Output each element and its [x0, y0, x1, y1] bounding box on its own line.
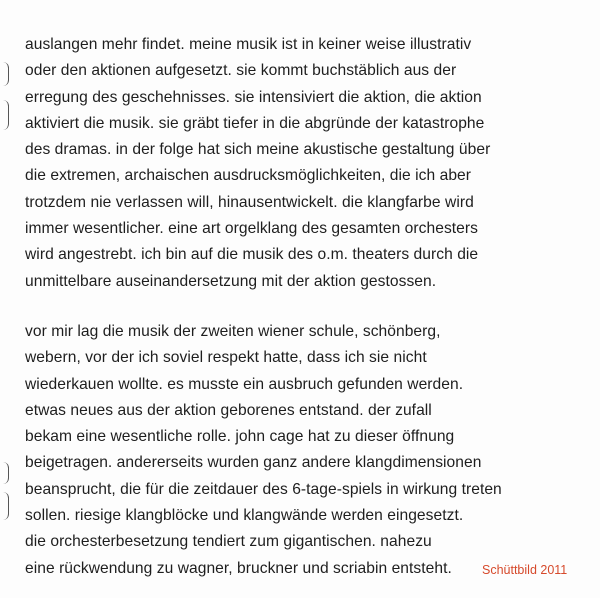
paragraph-1	[25, 32, 490, 295]
text-line: erregung des geschehnisses. sie intensiviert die aktion, die aktion	[25, 88, 482, 106]
paragraph-2	[25, 319, 502, 582]
text-line: eine rückwendung zu wagner, bruckner und scriabin entsteht.	[25, 559, 452, 577]
text-line: des dramas. in der folge hat sich meine akustische gestaltung über	[25, 141, 491, 159]
text-line: die extremen, archaischen ausdrucksmöglichkeiten, die ich aber	[25, 167, 472, 185]
text-line: wird angestrebt. ich bin auf die musik des o.m. theaters durch die	[25, 246, 479, 264]
image-caption: Schüttbild 2011	[482, 563, 568, 577]
binding-mark	[0, 492, 9, 520]
binding-mark	[0, 100, 9, 130]
text-line: oder den aktionen aufgesetzt. sie kommt buchstäblich aus der	[25, 62, 457, 80]
text-line: bekam eine wesentliche rolle. john cage hat zu dieser öffnung	[25, 428, 455, 446]
text-line: auslangen mehr findet. meine musik ist in keiner weise illustrativ	[25, 36, 472, 53]
binding-mark	[0, 462, 9, 484]
text-line: vor mir lag die musik der zweiten wiener schule, schönberg,	[25, 323, 441, 340]
text-line: aktiviert die musik. sie gräbt tiefer in die abgründe der katastrophe	[25, 114, 485, 132]
text-line: sollen. riesige klangblöcke und klangwände werden eingesetzt.	[25, 507, 464, 525]
text-line: wiederkauen wollte. es musste ein ausbruch gefunden werden.	[25, 375, 464, 393]
text-line: beansprucht, die für die zeitdauer des 6-tage-spiels in wirkung treten	[25, 480, 502, 498]
text-line: trotzdem nie verlassen will, hinausentwickelt. die klangfarbe wird	[25, 193, 474, 211]
text-line: immer wesentlicher. eine art orgelklang des gesamten orchesters	[25, 220, 478, 238]
text-line: etwas neues aus der aktion geborenes entstand. der zufall	[25, 401, 432, 419]
text-line: unmittelbare auseinandersetzung mit der aktion gestossen.	[25, 272, 437, 290]
text-line: beigetragen. andererseits wurden ganz andere klangdimensionen	[25, 454, 482, 472]
binding-mark	[0, 62, 9, 86]
text-line: die orchesterbesetzung tendiert zum gigantischen. nahezu	[25, 533, 432, 551]
text-line: webern, vor der ich soviel respekt hatte, dass ich sie nicht	[25, 349, 427, 367]
